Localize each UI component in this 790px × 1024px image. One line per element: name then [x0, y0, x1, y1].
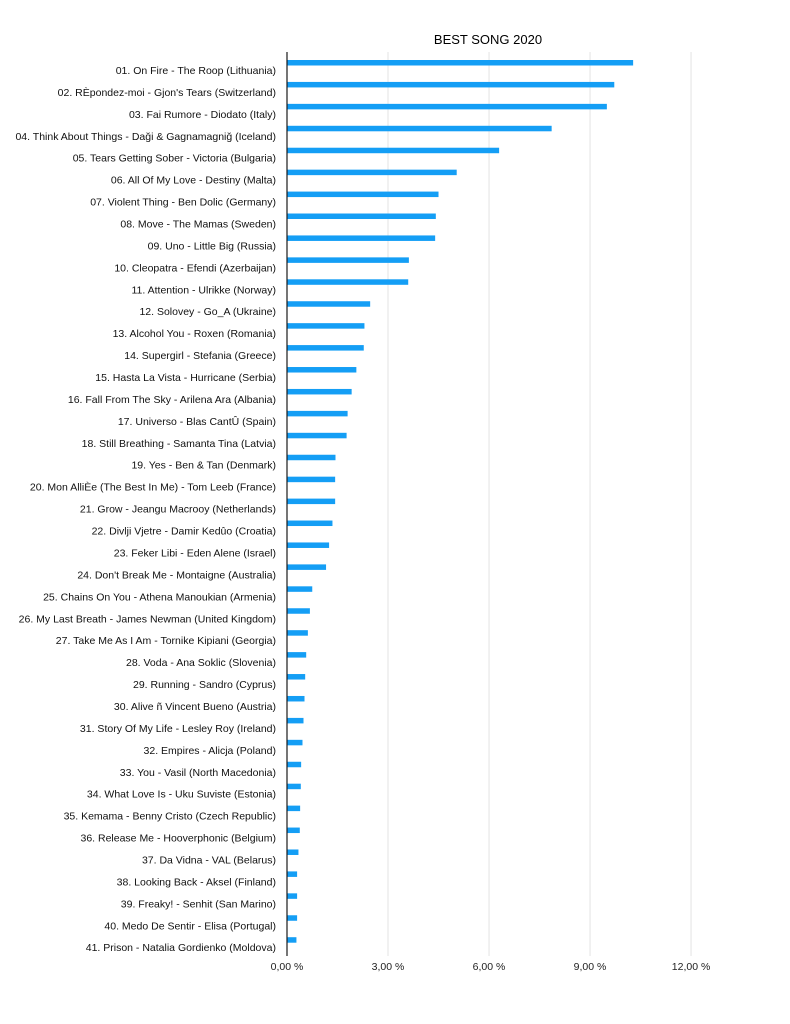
- bars: [287, 60, 633, 943]
- bar: [287, 411, 348, 417]
- category-label: 12. Solovey - Go_A (Ukraine): [139, 306, 276, 319]
- category-label: 28. Voda - Ana Soklic (Slovenia): [125, 657, 276, 670]
- category-label: 24. Don't Break Me - Montaigne (Australia): [77, 569, 276, 582]
- category-label: 26. My Last Breath - James Newman (United Kingdom): [18, 613, 276, 626]
- bar: [287, 849, 298, 855]
- category-label: 40. Medo De Sentir - Elisa (Portugal): [104, 920, 276, 933]
- category-label: 04. Think About Things - Daği & Gagnamagniğ (Iceland): [15, 130, 276, 143]
- bar: [287, 718, 303, 724]
- chart-title: BEST SONG 2020: [433, 32, 543, 47]
- bar: [287, 915, 297, 921]
- category-label: 19. Yes - Ben & Tan (Denmark): [131, 459, 276, 472]
- bar: [287, 257, 409, 263]
- bar: [287, 301, 370, 307]
- bar: [287, 455, 335, 461]
- category-label: 08. Move - The Mamas (Sweden): [120, 218, 276, 231]
- category-label: 14. Supergirl - Stefania (Greece): [124, 350, 276, 363]
- x-tick-label: 6,00 %: [472, 961, 506, 973]
- bar: [287, 433, 347, 439]
- category-label: 39. Freaky! - Senhit (San Marino): [120, 898, 276, 911]
- gridlines: [388, 52, 691, 956]
- bar: [287, 762, 301, 768]
- category-label: 25. Chains On You - Athena Manoukian (Armenia): [43, 591, 276, 604]
- category-label: 36. Release Me - Hooverphonic (Belgium): [80, 832, 276, 845]
- category-label: 21. Grow - Jeangu Macrooy (Netherlands): [79, 503, 276, 516]
- x-tick-label: 3,00 %: [371, 961, 405, 973]
- category-label: 02. RÈpondez-moi - Gjon's Tears (Switzerland): [57, 86, 276, 99]
- x-tick-label: 9,00 %: [573, 961, 607, 973]
- x-axis-ticks: [271, 961, 711, 973]
- bar: [287, 367, 356, 373]
- bar: [287, 60, 633, 66]
- bar: [287, 674, 305, 680]
- bar: [287, 279, 408, 285]
- bar: [287, 652, 306, 658]
- bar: [287, 784, 301, 790]
- bar: [287, 828, 300, 834]
- bar: [287, 389, 352, 395]
- bar: [287, 521, 332, 527]
- category-label: 03. Fai Rumore - Diodato (Italy): [128, 108, 276, 121]
- bar: [287, 126, 552, 132]
- category-label: 33. You - Vasil (North Macedonia): [119, 766, 276, 779]
- category-label: 10. Cleopatra - Efendi (Azerbaijan): [114, 262, 276, 275]
- category-label: 41. Prison - Natalia Gordienko (Moldova): [85, 942, 276, 955]
- bar: [287, 893, 297, 899]
- category-label: 38. Looking Back - Aksel (Finland): [116, 876, 276, 889]
- category-label: 06. All Of My Love - Destiny (Malta): [110, 174, 276, 187]
- category-label: 13. Alcohol You - Roxen (Romania): [112, 328, 276, 341]
- bar: [287, 608, 310, 614]
- category-label: 29. Running - Sandro (Cyprus): [133, 679, 276, 692]
- bar: [287, 477, 335, 483]
- category-label: 30. Alive ñ Vincent Bueno (Austria): [113, 700, 276, 713]
- bar: [287, 499, 335, 505]
- bar: [287, 871, 297, 877]
- category-label: 35. Kemama - Benny Cristo (Czech Republic): [63, 810, 276, 823]
- x-tick-label: 12,00 %: [671, 961, 711, 973]
- bar: [287, 696, 305, 702]
- bar: [287, 806, 300, 812]
- bar: [287, 630, 308, 636]
- bar: [287, 235, 435, 241]
- bar: [287, 564, 326, 570]
- category-label: 17. Universo - Blas CantÛ (Spain): [117, 415, 276, 428]
- bar: [287, 214, 436, 220]
- category-label: 34. What Love Is - Uku Suviste (Estonia): [86, 788, 276, 801]
- bar: [287, 323, 364, 329]
- bar: [287, 148, 499, 154]
- category-label: 09. Uno - Little Big (Russia): [147, 240, 276, 253]
- category-label: 27. Take Me As I Am - Tornike Kipiani (Georgia): [55, 635, 276, 648]
- category-label: 07. Violent Thing - Ben Dolic (Germany): [90, 196, 276, 209]
- bar: [287, 586, 312, 592]
- bar: [287, 192, 439, 198]
- bar: [287, 104, 607, 110]
- bar: [287, 170, 457, 176]
- bar: [287, 740, 302, 746]
- category-label: 11. Attention - Ulrikke (Norway): [131, 284, 276, 297]
- bar: [287, 937, 296, 943]
- category-label: 37. Da Vidna - VAL (Belarus): [141, 854, 276, 867]
- category-labels: [15, 65, 276, 954]
- category-label: 01. On Fire - The Roop (Lithuania): [115, 65, 276, 77]
- category-label: 15. Hasta La Vista - Hurricane (Serbia): [95, 372, 276, 385]
- bar: [287, 82, 614, 88]
- bar: [287, 542, 329, 548]
- category-label: 18. Still Breathing - Samanta Tina (Latvia): [81, 437, 276, 450]
- category-label: 16. Fall From The Sky - Arilena Ara (Albania): [67, 393, 276, 406]
- bar: [287, 345, 364, 351]
- category-label: 05. Tears Getting Sober - Victoria (Bulgaria): [72, 152, 276, 165]
- category-label: 31. Story Of My Life - Lesley Roy (Ireland): [79, 722, 276, 735]
- category-label: 32. Empires - Alicja (Poland): [143, 744, 276, 757]
- x-tick-label: 0,00 %: [270, 961, 304, 973]
- category-label: 20. Mon AlliÈe (The Best In Me) - Tom Leeb (France): [29, 481, 276, 494]
- category-label: 23. Feker Libi - Eden Alene (Israel): [113, 547, 276, 560]
- category-label: 22. Divlji Vjetre - Damir Kedûo (Croatia): [91, 525, 276, 538]
